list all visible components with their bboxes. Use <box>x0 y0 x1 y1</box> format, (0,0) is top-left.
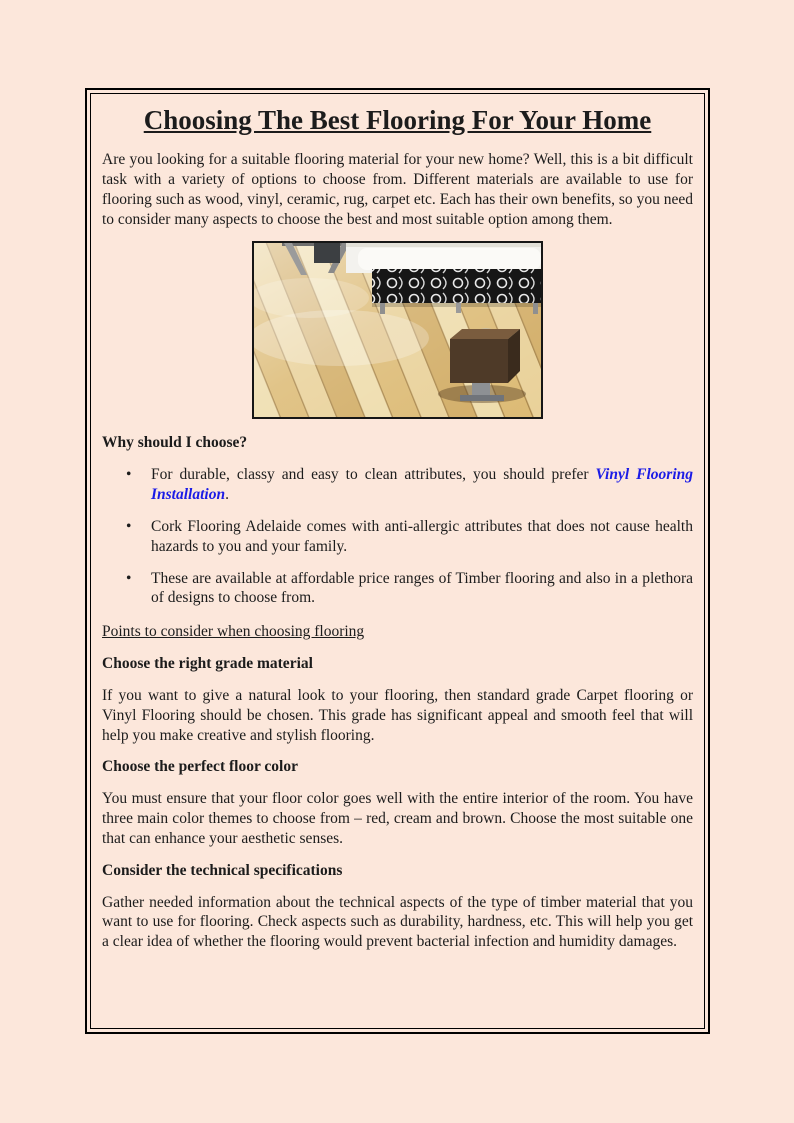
bullet-text-pre: For durable, classy and easy to clean attributes, you should prefer <box>151 466 596 484</box>
floor-photo <box>252 241 543 419</box>
document-content <box>90 93 705 1029</box>
list-item <box>126 465 693 505</box>
bullet-list <box>102 465 693 608</box>
bullet-text: These are available at affordable price ranges of Timber flooring and also in a plethora of designs to choose from. <box>151 569 693 607</box>
bullet-text: Cork Flooring Adelaide comes with anti-allergic attributes that does not cause health hazards to you and your family. <box>151 517 693 555</box>
bullet-icon: • <box>126 466 132 484</box>
sofa <box>346 243 541 314</box>
section-heading-color: Choose the perfect floor color <box>102 758 298 776</box>
side-table <box>438 329 526 404</box>
section-paragraph-grade: If you want to give a natural look to your flooring, then standard grade Carpet flooring or Vinyl Flooring should be chosen. This grade has significant appeal and smooth feel that will help you make creative and stylish flooring. <box>102 686 693 744</box>
intro-paragraph: Are you looking for a suitable flooring material for your new home? Well, this is a bit difficult task with a variety of options to choose from. Different materials are available to use for flooring such as wood, vinyl, ceramic, rug, carpet etc. Each has their own benefits, so you need to consider many aspects to choose the best and most suitable option among them. <box>102 151 693 228</box>
vinyl-flooring-link[interactable]: Vinyl Flooring Installation <box>151 466 693 504</box>
list-item <box>126 517 693 557</box>
floor-photo-illustration <box>254 243 541 417</box>
section-paragraph-color: You must ensure that your floor color goes well with the entire interior of the room. You have three main color themes to choose from – red, cream and brown. Choose the most suitable one that can enhance your aesthetic senses. <box>102 790 693 847</box>
section-heading-grade: Choose the right grade material <box>102 655 313 673</box>
why-heading: Why should I choose? <box>102 434 248 452</box>
bullet-icon: • <box>126 569 132 587</box>
section-heading-specs: Consider the technical specifications <box>102 861 343 879</box>
page-border <box>85 88 710 1034</box>
page-title: Choosing The Best Flooring For Your Home <box>143 105 652 135</box>
bullet-icon: • <box>126 517 132 535</box>
bullet-text-post: . <box>225 486 229 504</box>
points-heading: Points to consider when choosing flooring <box>102 623 365 641</box>
bullet-text <box>151 465 693 505</box>
sofa-pattern-skirt <box>372 269 541 303</box>
list-item <box>126 569 693 609</box>
section-paragraph-specs: Gather needed information about the technical aspects of the type of timber material that you want to use for flooring. Check aspects such as durability, hardness, etc. This will help you get a clear idea of whether the flooring would prevent bacterial infection and humidity damages. <box>102 893 693 951</box>
